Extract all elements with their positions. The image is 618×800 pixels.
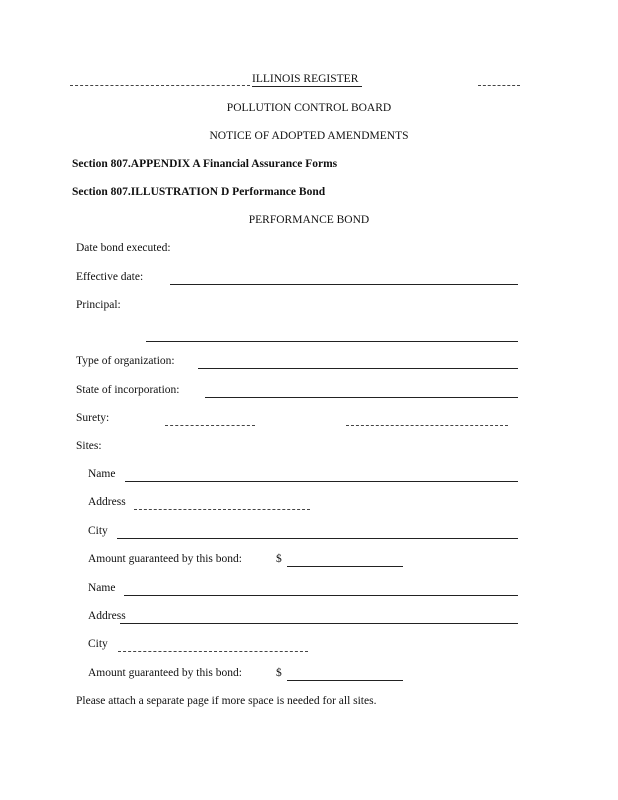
section-appendix-heading: Section 807.APPENDIX A Financial Assurance Forms bbox=[72, 158, 338, 170]
surety-label: Surety: bbox=[76, 412, 110, 424]
state-of-incorporation-field[interactable] bbox=[205, 397, 518, 398]
site2-name-label: Name bbox=[88, 582, 116, 594]
header-rule-right bbox=[478, 85, 520, 86]
surety-field-part1[interactable] bbox=[165, 425, 255, 426]
type-of-organization-field[interactable] bbox=[198, 368, 518, 369]
form-title: PERFORMANCE BOND bbox=[248, 214, 370, 226]
header-rule-left bbox=[70, 85, 250, 86]
state-of-incorporation-label: State of incorporation: bbox=[76, 384, 180, 396]
site1-name-field[interactable] bbox=[125, 481, 518, 482]
site1-city-field[interactable] bbox=[117, 538, 518, 539]
site2-dollar-sign: $ bbox=[276, 667, 282, 679]
principal-label: Principal: bbox=[76, 299, 121, 311]
site2-address-field[interactable] bbox=[120, 623, 518, 624]
site2-name-field[interactable] bbox=[124, 595, 518, 596]
site2-amount-field[interactable] bbox=[287, 680, 403, 681]
notice-title: NOTICE OF ADOPTED AMENDMENTS bbox=[209, 130, 409, 142]
section-illustration-heading: Section 807.ILLUSTRATION D Performance Bond bbox=[72, 186, 326, 198]
site2-city-field[interactable] bbox=[118, 651, 308, 652]
site1-name-label: Name bbox=[88, 468, 116, 480]
effective-date-label: Effective date: bbox=[76, 271, 144, 283]
register-title-underline bbox=[252, 86, 362, 87]
site1-amount-field[interactable] bbox=[287, 566, 403, 567]
site2-amount-label: Amount guaranteed by this bond: bbox=[88, 667, 242, 679]
date-bond-executed-label: Date bond executed: bbox=[76, 242, 171, 254]
type-of-organization-label: Type of organization: bbox=[76, 355, 175, 367]
site1-address-label: Address bbox=[88, 496, 126, 508]
site1-dollar-sign: $ bbox=[276, 553, 282, 565]
effective-date-field[interactable] bbox=[170, 284, 518, 285]
board-title: POLLUTION CONTROL BOARD bbox=[226, 102, 392, 114]
site2-address-label: Address bbox=[88, 610, 126, 622]
footer-note: Please attach a separate page if more space is needed for all sites. bbox=[76, 695, 377, 707]
sites-label: Sites: bbox=[76, 440, 102, 452]
site1-address-field[interactable] bbox=[134, 509, 310, 510]
principal-field[interactable] bbox=[146, 341, 518, 342]
site1-amount-label: Amount guaranteed by this bond: bbox=[88, 553, 242, 565]
site2-city-label: City bbox=[88, 638, 108, 650]
site1-city-label: City bbox=[88, 525, 108, 537]
surety-field-part2[interactable] bbox=[346, 425, 508, 426]
register-title: ILLINOIS REGISTER bbox=[252, 73, 359, 85]
